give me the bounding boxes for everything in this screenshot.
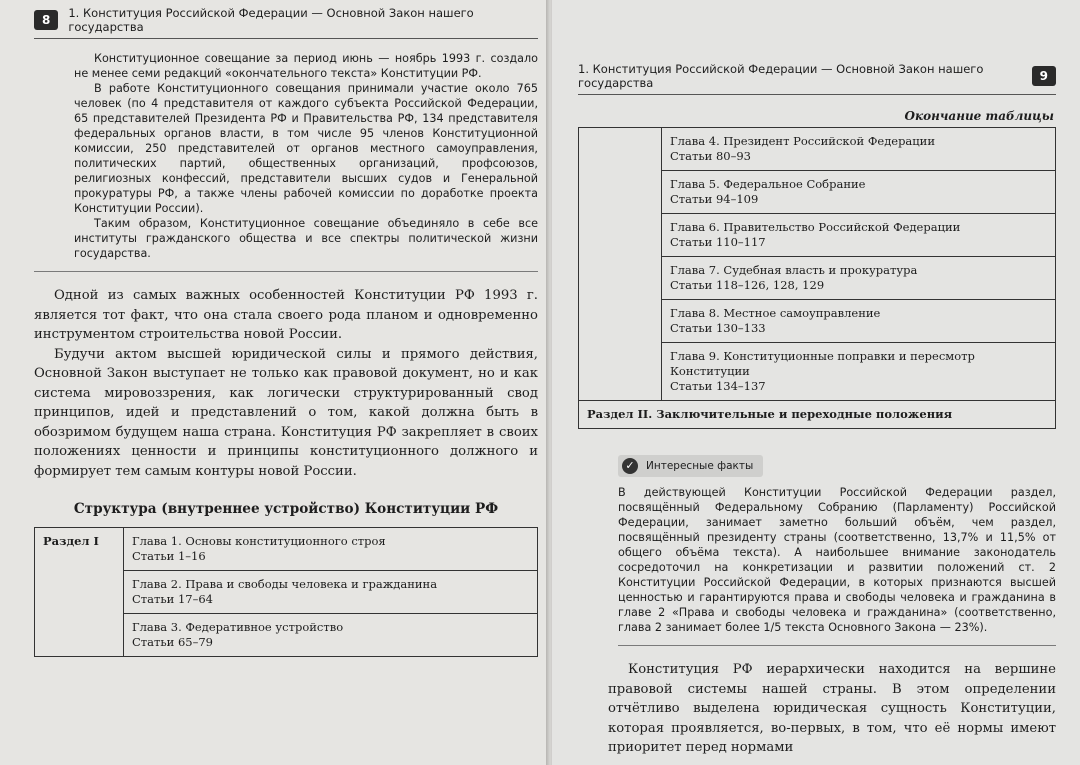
table-continuation-caption: Окончание таблицы [904, 109, 1054, 123]
interesting-facts-tag [618, 455, 763, 477]
right-page [552, 0, 1080, 765]
left-page-number: 8 [34, 10, 58, 30]
chapter-cell [662, 171, 1056, 214]
intro-block [34, 51, 538, 261]
interesting-facts-label: Интересные факты [646, 460, 754, 472]
chapter-cell [662, 343, 1056, 401]
constitution-structure-table-continued [578, 127, 1056, 429]
checkmark-icon: ✓ [622, 458, 638, 474]
right-body-block [608, 660, 1056, 758]
right-page-number: 9 [1032, 66, 1056, 86]
chapter-title: Глава 4. Президент Российской Федерации [670, 134, 936, 148]
chapter-title: Глава 3. Федеративное устройство [132, 620, 344, 634]
section-cell: Раздел I [35, 528, 124, 657]
table-row [579, 128, 1056, 171]
chapter-cell [662, 214, 1056, 257]
chapter-title: Глава 8. Местное самоуправление [670, 306, 881, 320]
section-divider [618, 645, 1056, 646]
left-running-header [34, 6, 538, 39]
chapter-cell [662, 128, 1056, 171]
body-paragraph: Конституция РФ иерархически находится на вершине правовой системы нашей страны. В этом определении отчётливо выделена юридическая сущность Конституции, которая проявляется, во-первых, в том, что её нормы имеют приоритет перед нормами [608, 662, 1056, 755]
chapter-title: Глава 7. Судебная власть и прокуратура [670, 263, 918, 277]
chapter-cell [662, 257, 1056, 300]
table-row [579, 401, 1056, 429]
right-running-head: 1. Конституция Российской Федерации — Основной Закон нашего государства [578, 62, 984, 90]
section2-cell: Раздел II. Заключительные и переходные положения [579, 401, 1056, 429]
chapter-title: Глава 2. Права и свободы человека и гражданина [132, 577, 438, 591]
chapter-articles: Статьи 80–93 [670, 149, 751, 163]
table-title: Структура (внутреннее устройство) Конституции РФ [73, 501, 499, 517]
chapter-articles: Статьи 134–137 [670, 379, 766, 393]
chapter-articles: Статьи 110–117 [670, 235, 766, 249]
chapter-articles: Статьи 94–109 [670, 192, 759, 206]
section-divider [34, 271, 538, 272]
chapter-cell [662, 300, 1056, 343]
chapter-title: Глава 1. Основы конституционного строя [132, 534, 386, 548]
intro-paragraph: В работе Конституционного совещания принимали участие около 765 человек (по 4 представителя от каждого субъекта Российской Федерации, 65 представителей Президента РФ и Правительства РФ, 134 представителя федеральных органов власти, в том числе 95 членов Конституционной комиссии, 250 представителей от органов местного самоуправления, политических партий, общественных организаций, профсоюзов, религиозных конфессий, представители высших судов и Генеральной прокуратуры РФ, а также члены рабочей комиссии по доработке проекта Конституции России). [74, 82, 538, 215]
chapter-articles: Статьи 17–64 [132, 592, 213, 606]
chapter-articles: Статьи 130–133 [670, 321, 766, 335]
interesting-facts-box [618, 485, 1056, 635]
chapter-title: Глава 5. Федеральное Собрание [670, 177, 866, 191]
chapter-cell [124, 614, 538, 657]
intro-paragraph: Конституционное совещание за период июнь — ноябрь 1993 г. создало не менее семи редакций «окончательного текста» Конституции РФ. [74, 52, 538, 80]
right-running-header [578, 62, 1056, 95]
chapter-articles: Статьи 118–126, 128, 129 [670, 278, 825, 292]
chapter-title: Глава 9. Конституционные поправки и пересмотр Конституции [670, 349, 975, 378]
table-row [35, 528, 538, 571]
left-running-head: 1. Конституция Российской Федерации — Основной Закон нашего государства [68, 6, 474, 34]
body-paragraph: Будучи актом высшей юридической силы и прямого действия, Основной Закон выступает не только как правовой документ, но и как система мировоззрения, как логически структурированный свод принципов, идей и представлений о том, какой должна быть в обозримом будущем наша страна. Конституция РФ закрепляет в своих положениях ценности и принципы конституционного должного и формирует тем самым контуры новой России. [34, 346, 538, 479]
chapter-cell [124, 571, 538, 614]
chapter-articles: Статьи 65–79 [132, 635, 213, 649]
chapter-cell [124, 528, 538, 571]
intro-paragraph: Таким образом, Конституционное совещание объединяло в себе все институты гражданского общества и все спектры политической жизни государства. [74, 217, 538, 260]
body-paragraph: Одной из самых важных особенностей Конституции РФ 1993 г. является тот факт, что она стала своего рода планом и одновременно инструментом строительства новой России. [34, 288, 538, 342]
section-cell-empty [579, 128, 662, 401]
chapter-title: Глава 6. Правительство Российской Федерации [670, 220, 961, 234]
facts-paragraph: В действующей Конституции Российской Федерации раздел, посвящённый Федеральному Собранию (Парламенту) Российской Федерации, занимает заметно больший объём, чем раздел, посвящённый президенту страны (соответственно, 13,7% и 11,5% от общего объёма текста). А наибольшее внимание законодатель сосредоточил на конкретизации и развитии положений ст. 2 Конституции Российской Федерации, в которых признаются высшей ценностью и гарантируются права и свободы человека и гражданина в главе 2 «Права и свободы человека и гражданина» (соответственно, глава 2 занимает более 1/5 текста Основного Закона — 23%). [618, 486, 1056, 634]
constitution-structure-table [34, 527, 538, 657]
chapter-articles: Статьи 1–16 [132, 549, 206, 563]
